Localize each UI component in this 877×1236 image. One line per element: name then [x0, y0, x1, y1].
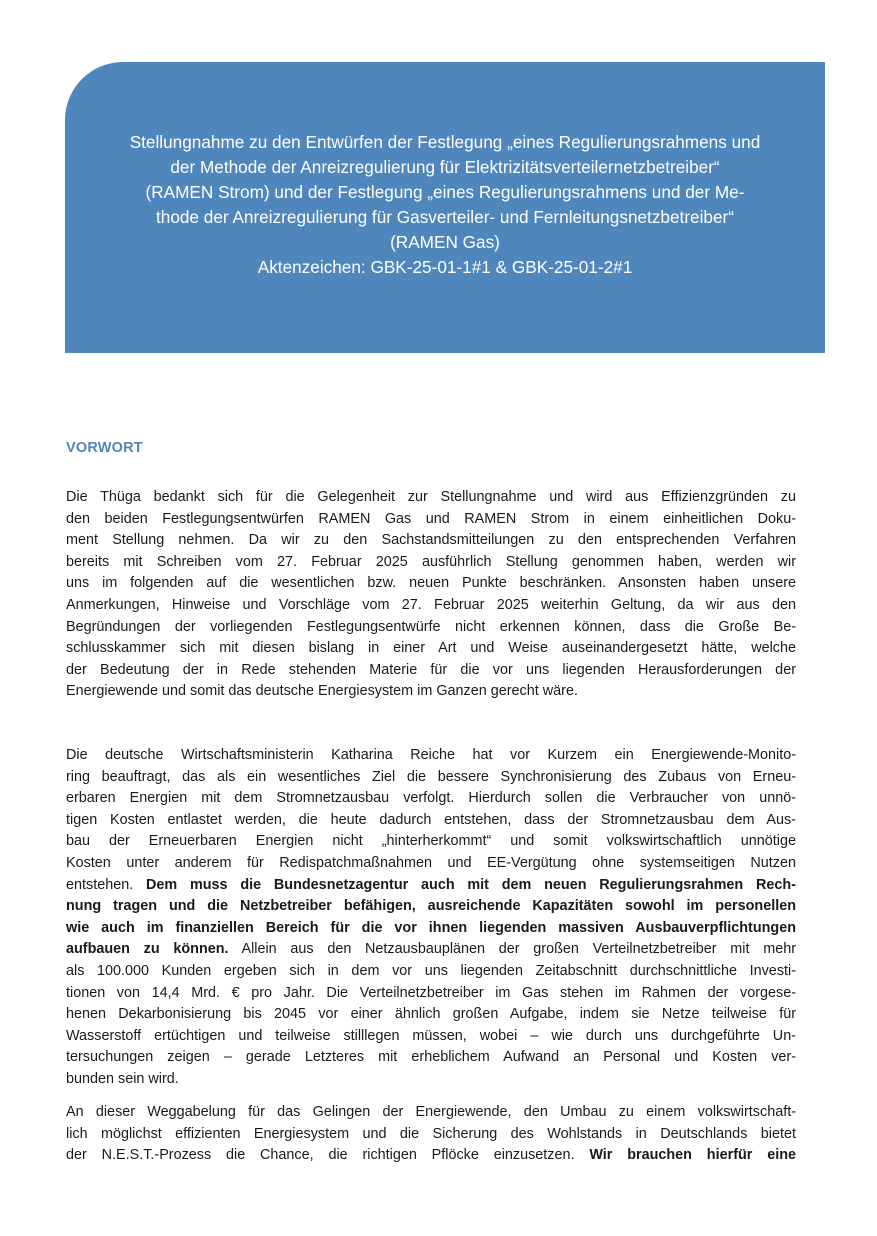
text-segment: der N.E.S.T.-Prozess die Chance, die richtigen Pflöcke einzusetzen.: [66, 1147, 590, 1164]
paragraph-nest-process: [66, 1102, 796, 1167]
text-line: Die Thüga bedankt sich für die Gelegenheit zur Stellungnahme und wird aus Effizienzgründen zu: [66, 489, 796, 505]
text-line: ment Stellung nehmen. Da wir zu den Sachstandsmitteilungen zu den entsprechenden Verfahren: [66, 532, 796, 549]
banner-title-line: (RAMEN Gas): [390, 232, 500, 252]
text-line: uns im folgenden auf die wesentlichen bzw. neuen Punkte beschränken. Ansonsten haben unsere: [66, 575, 796, 592]
text-line: tionen von 14,4 Mrd. € pro Jahr. Die Verteilnetzbetreiber im Gas stehen im Rahmen der vorgese-: [66, 984, 796, 1001]
text-line: [66, 1145, 796, 1167]
text-line: Kosten unter anderem für Redispatchmaßnahmen und EE-Vergütung ohne systemseitigen Nutzen: [66, 854, 796, 871]
text-line: tersuchungen zeigen – gerade Letzteres mit erheblichem Aufwand an Personal und Kosten ver-: [66, 1049, 796, 1066]
text-line: [66, 875, 796, 897]
text-line: tigen Kosten entlastet werden, die heute dadurch entstehen, dass der Stromnetzausbau dem Aus-: [66, 811, 796, 828]
banner-title-line: Stellungnahme zu den Entwürfen der Festlegung „eines Regulierungsrahmens und: [129, 132, 761, 152]
text-line: lich möglichst effizienten Energiesystem und die Sicherung des Wohlstands in Deutschlands bietet: [66, 1125, 796, 1142]
paragraph-intro: [66, 487, 796, 703]
bold-text-segment: Dem muss die Bundesnetzagentur auch mit dem neuen Regulierungsrahmen Rech-: [146, 876, 796, 893]
bold-text-line: wie auch im finanziellen Bereich für die vor ihnen liegenden massiven Ausbauverpflichtungen: [66, 919, 796, 936]
section-heading: VORWORT: [66, 440, 143, 456]
text-line: erbaren Energien mit dem Stromnetzausbau verfolgt. Hierdurch sollen die Verbraucher von unnö-: [66, 790, 796, 807]
text-line: Anmerkungen, Hinweise und Vorschläge vom 27. Februar 2025 weiterhin Geltung, da wir aus den: [66, 596, 796, 613]
text-segment: entstehen.: [66, 876, 146, 893]
banner-title-line: thode der Anreizregulierung für Gasverteiler- und Fernleitungsnetzbetreiber“: [155, 207, 734, 227]
text-line: henen Dekarbonisierung bis 2045 vor einer ähnlich großen Aufgabe, indem sie Netze teilweise für: [66, 1006, 796, 1023]
bold-text-segment: aufbauen zu können.: [66, 941, 229, 958]
text-line: [66, 939, 796, 961]
text-line: als 100.000 Kunden ergeben sich in dem vor uns liegenden Zeitabschnitt durchschnittliche Investi-: [66, 962, 796, 979]
text-segment: Allein aus den Netzausbauplänen der großen Verteilnetzbetreiber mit mehr: [228, 941, 796, 958]
text-line: der Bedeutung der in Rede stehenden Materie für die vor uns liegenden Herausforderungen der: [66, 661, 796, 678]
text-line: bereits mit Schreiben vom 27. Februar 2025 ausführlich Stellung genommen haben, werden wir: [66, 553, 796, 570]
text-line: An dieser Weggabelung für das Gelingen der Energiewende, den Umbau zu einem volkswirtschaft-: [66, 1104, 796, 1120]
bold-text-segment: Wir brauchen hierfür eine: [589, 1147, 796, 1164]
text-line: Wasserstoff ertüchtigen und teilweise stilllegen müssen, wobei – wie durch uns durchgeführte Un-: [66, 1027, 796, 1044]
bold-text-line: nung tragen und die Netzbetreiber befähigen, ausreichende Kapazitäten sowohl im personellen: [66, 898, 796, 915]
banner-title-line: (RAMEN Strom) und der Festlegung „eines Regulierungsrahmens und der Me-: [145, 182, 745, 202]
text-line: Begründungen der vorliegenden Festlegungsentwürfe nicht erkennen können, dass die Große Be-: [66, 618, 796, 635]
banner-file-reference: Aktenzeichen: GBK-25-01-1#1 & GBK-25-01-2#1: [257, 257, 633, 277]
banner-title-line: der Methode der Anreizregulierung für Elektrizitätsverteilernetzbetreiber“: [170, 157, 720, 177]
text-line: ring beauftragt, das als ein wesentliches Ziel die bessere Synchronisierung des Zubaus von Erneu-: [66, 768, 796, 785]
text-line: Energiewende und somit das deutsche Energiesystem im Ganzen gerecht wäre.: [66, 683, 578, 700]
paragraph-monitoring: [66, 745, 796, 1091]
title-banner: [65, 62, 825, 353]
text-line: bau der Erneuerbaren Energien nicht „hinterherkommt“ und somit volkswirtschaftlich unnötige: [66, 833, 796, 850]
text-line: bunden sein wird.: [66, 1070, 179, 1087]
text-line: den beiden Festlegungsentwürfen RAMEN Gas und RAMEN Strom in einem einheitlichen Doku-: [66, 510, 796, 527]
text-line: schlusskammer sich mit diesen bislang in einer Art und Weise auseinandergesetzt hätte, welche: [66, 640, 796, 657]
text-line: Die deutsche Wirtschaftsministerin Katharina Reiche hat vor Kurzem ein Energiewende-Monito-: [66, 747, 796, 763]
